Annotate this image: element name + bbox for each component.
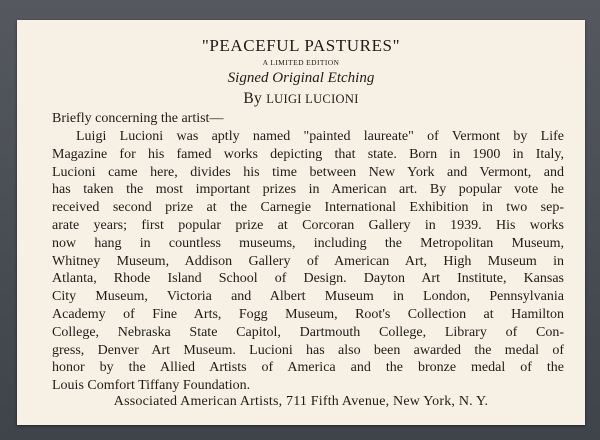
- bio-line: now hang in countless museums, including the Metropolitan Museum,: [52, 235, 564, 251]
- publisher-footer: Associated American Artists, 711 Fifth Avenue, New York, N. Y.: [113, 394, 489, 409]
- etching-label: Signed Original Etching: [227, 70, 375, 86]
- bio-line: Academy of Fine Arts, Fogg Museum, Root's Collection at Hamilton: [52, 306, 564, 322]
- bio-line: Louis Comfort Tiffany Foundation.: [52, 378, 251, 394]
- bio-line: Lucioni came here, divides his time between New York and Vermont, and: [52, 164, 564, 180]
- bio-line: honor by the Allied Artists of America and the bronze medal of the: [52, 360, 564, 376]
- intro-line: Briefly concerning the artist—: [52, 111, 224, 126]
- bio-line: gress, Denver Art Museum. Lucioni has also been awarded the medal of: [52, 342, 564, 358]
- print-title: "PEACEFUL PASTURES": [201, 36, 401, 55]
- bio-line: Whitney Museum, Addison Gallery of American Art, High Museum in: [52, 253, 564, 269]
- bio-line: Magazine for his famed works depicting that state. Born in 1900 in Italy,: [52, 146, 564, 162]
- info-card: [17, 20, 585, 425]
- bio-line: College, Nebraska State Capitol, Dartmouth College, Library of Con-: [52, 324, 564, 340]
- biography-text: [52, 128, 564, 395]
- edition-subtitle: A LIMITED EDITION: [262, 58, 340, 67]
- bio-line: arate years; first popular prize at Corcoran Gallery in 1939. His works: [52, 217, 564, 233]
- bio-line: Atlanta, Rhode Island School of Design. Dayton Art Institute, Kansas: [52, 271, 564, 287]
- bio-line: Luigi Lucioni was aptly named "painted laureate" of Vermont by Life: [76, 129, 564, 144]
- artist-byline: [17, 90, 585, 108]
- artist-name: LUIGI LUCIONI: [266, 92, 359, 106]
- bio-line: has taken the most important prizes in American art. By popular vote he: [52, 182, 564, 198]
- bio-line: City Museum, Victoria and Albert Museum in London, Pennsylvania: [52, 289, 564, 305]
- byline-by: By: [243, 90, 263, 107]
- bio-line: received second prize at the Carnegie International Exhibition in two sep-: [52, 200, 564, 216]
